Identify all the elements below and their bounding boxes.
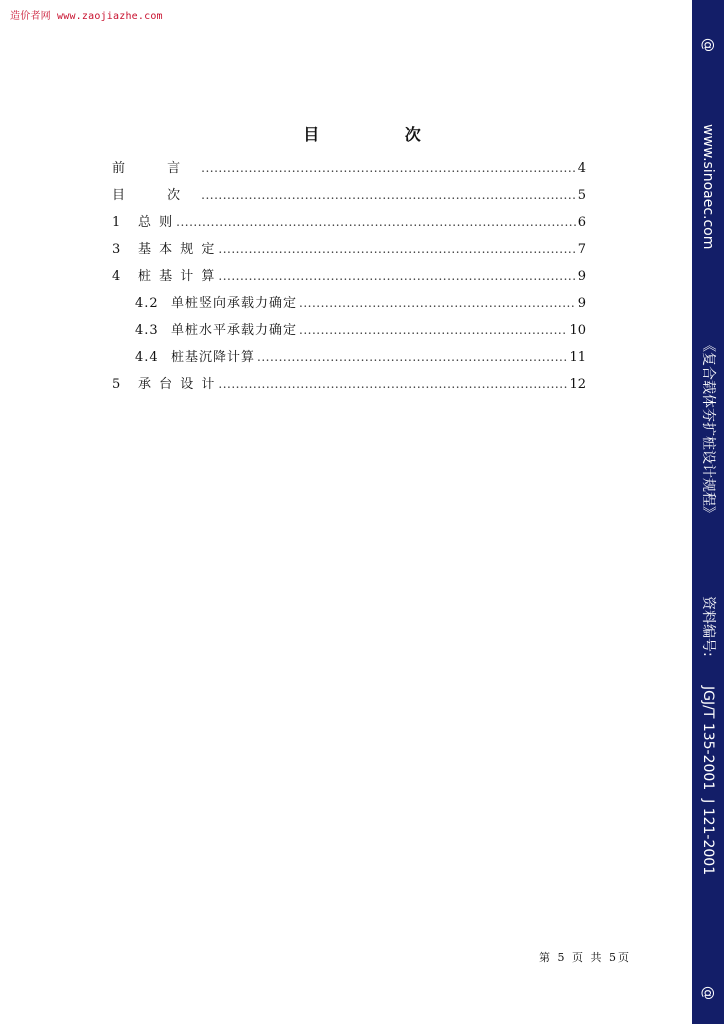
toc-entry-text: 桩基沉降计算 — [171, 350, 256, 365]
toc-entry[interactable] — [112, 241, 586, 268]
table-of-contents — [112, 160, 586, 403]
toc-entry-text: 前 言 — [112, 161, 200, 176]
toc-entry-page: 11 — [569, 350, 586, 365]
toc-entry-text: 桩 基 计 算 — [138, 269, 217, 284]
toc-entry[interactable] — [112, 187, 586, 214]
toc-entry-page: 9 — [577, 296, 586, 311]
toc-entry[interactable] — [112, 214, 586, 241]
toc-entry-text: 基 本 规 定 — [138, 242, 217, 257]
toc-entry-page: 12 — [569, 377, 586, 392]
sidebar-banner — [692, 0, 724, 1024]
toc-entry[interactable] — [112, 295, 586, 322]
toc-leader-dots — [176, 214, 576, 230]
toc-leader-dots — [299, 295, 576, 311]
page-title: 目 次 — [303, 125, 461, 144]
toc-entry-page: 4 — [577, 161, 586, 176]
toc-entry-text: 单桩水平承载力确定 — [171, 323, 298, 338]
toc-entry-text: 目 次 — [112, 188, 200, 203]
toc-entry-label — [135, 323, 297, 339]
toc-entry-number: 4.4 — [135, 350, 159, 365]
toc-entry-label — [135, 350, 255, 366]
toc-leader-dots — [299, 322, 567, 338]
toc-entry-label — [112, 242, 216, 258]
sidebar-at-top: @ — [700, 38, 716, 52]
toc-entry[interactable] — [112, 160, 586, 187]
toc-entry-number: 5 — [112, 377, 123, 392]
toc-entry-number: 4 — [112, 269, 123, 284]
toc-entry-label — [112, 269, 216, 285]
toc-entry-page: 10 — [569, 323, 586, 338]
toc-entry[interactable] — [112, 349, 586, 376]
sidebar-website[interactable]: www.sinoaec.com — [700, 124, 716, 250]
toc-entry-number: 3 — [112, 242, 123, 257]
toc-entry-label — [112, 161, 199, 177]
toc-entry-text: 承 台 设 计 — [138, 377, 217, 392]
toc-leader-dots — [218, 268, 575, 284]
toc-entry-page: 9 — [577, 269, 586, 284]
toc-entry[interactable] — [112, 322, 586, 349]
toc-leader-dots — [218, 376, 567, 392]
toc-entry-page: 7 — [577, 242, 586, 257]
toc-entry-number: 4.3 — [135, 323, 159, 338]
toc-entry-label — [112, 188, 199, 204]
toc-entry-label — [112, 215, 174, 231]
toc-entry-number: 1 — [112, 215, 123, 230]
sidebar-at-bottom: @ — [700, 986, 716, 1000]
sidebar-ref-label: 资料编号: — [700, 596, 716, 657]
toc-entry-text: 总 则 — [138, 215, 175, 230]
toc-entry-number: 4.2 — [135, 296, 159, 311]
toc-leader-dots — [201, 187, 576, 203]
toc-leader-dots — [257, 349, 567, 365]
watermark-text[interactable]: 造价者网 www.zaojiazhe.com — [10, 11, 163, 22]
sidebar-doc-title: 《复合载体夯扩桩设计规程》 — [700, 338, 716, 520]
toc-entry-page: 6 — [577, 215, 586, 230]
sidebar-ref-code: JGJ/T 135-2001 J 121-2001 — [700, 686, 716, 876]
sidebar-text — [692, 38, 724, 1000]
toc-entry[interactable] — [112, 268, 586, 295]
toc-leader-dots — [218, 241, 575, 257]
toc-entry-text: 单桩竖向承载力确定 — [171, 296, 298, 311]
toc-entry-label — [135, 296, 297, 312]
toc-entry-page: 5 — [577, 188, 586, 203]
page-footer: 第 5 页 共 5页 — [539, 951, 631, 964]
toc-leader-dots — [201, 160, 576, 176]
toc-entry[interactable] — [112, 376, 586, 403]
toc-entry-label — [112, 377, 216, 393]
